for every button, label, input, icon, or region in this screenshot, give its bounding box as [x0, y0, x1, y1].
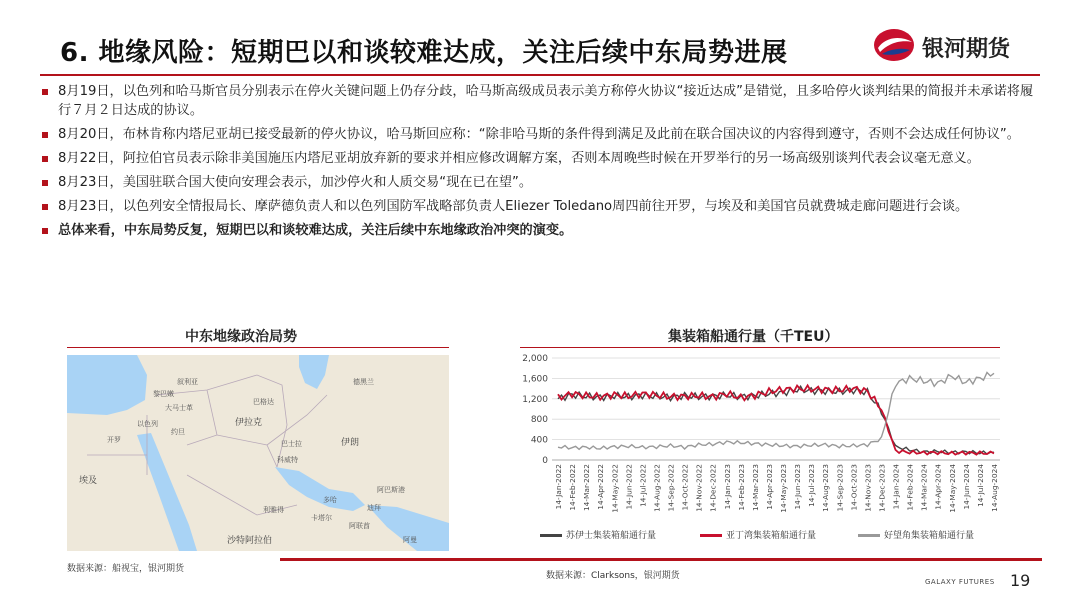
page-number: 19: [1010, 571, 1031, 590]
series-line: [558, 373, 994, 450]
x-tick-label: 14-Aug-2024: [990, 464, 999, 512]
x-tick-label: 14-Jun-2022: [624, 464, 634, 510]
x-tick-label: 14-Jul-2023: [807, 464, 817, 507]
map-label: 巴格达: [253, 398, 274, 406]
map-label: 迪拜: [367, 504, 381, 512]
legend-item: [540, 528, 656, 541]
x-tick-label: 14-Feb-2022: [568, 464, 578, 511]
x-tick-label: 14-Feb-2024: [905, 464, 915, 511]
x-tick-label: 14-Sep-2022: [666, 464, 676, 512]
summary-bullet: 总体来看，中东局势反复，短期巴以和谈较难达成，关注后续中东地缘政治冲突的演变。: [40, 221, 1040, 240]
x-tick-label: 14-Oct-2023: [849, 464, 859, 511]
y-tick-label: 1,600: [522, 374, 548, 385]
x-tick-label: 14-Sep-2023: [835, 464, 845, 512]
x-tick-label: 14-Dec-2023: [877, 464, 887, 512]
map-label: 埃及: [79, 476, 98, 486]
brand-logo: [872, 26, 1042, 66]
map-label: 沙特阿拉伯: [227, 536, 273, 546]
y-tick-label: 400: [530, 435, 548, 446]
chart-source: 数据来源：Clarksons，银河期货: [546, 571, 680, 581]
x-tick-label: 14-Jan-2023: [722, 464, 732, 510]
x-tick-label: 14-Feb-2023: [736, 464, 746, 511]
map-label: 以色列: [137, 420, 158, 428]
galaxy-logo-icon: [872, 26, 916, 64]
y-tick-label: 800: [530, 415, 548, 426]
chart-legend: [540, 528, 1040, 542]
y-tick-label: 2,000: [522, 354, 548, 364]
x-tick-label: 14-Nov-2023: [863, 464, 873, 512]
x-tick-label: 14-Mar-2024: [919, 464, 929, 512]
x-tick-label: 14-Aug-2023: [821, 464, 831, 512]
bullet-item: 8月20日，布林肯称内塔尼亚胡已接受最新的停火协议，哈马斯回应称：“除非哈马斯的条件得到满足及此前在联合国决议的内容得到遵守，否则不会达成任何协议”。: [40, 125, 1040, 144]
legend-swatch: [858, 534, 880, 537]
y-tick-label: 1,200: [522, 394, 548, 405]
x-tick-label: 14-Jun-2024: [961, 464, 971, 510]
map-source: 数据来源：船视宝，银河期货: [67, 564, 185, 574]
x-tick-label: 14-Dec-2022: [708, 464, 718, 512]
map-label: 叙利亚: [177, 378, 198, 386]
brand-name: 银河期货: [922, 37, 1011, 62]
x-tick-label: 14-Apr-2023: [764, 464, 774, 510]
container-transit-chart: [510, 350, 1010, 540]
x-tick-label: 14-Jan-2022: [554, 464, 563, 510]
map-label: 伊朗: [341, 438, 360, 448]
map-label: 德黑兰: [353, 378, 374, 386]
x-tick-label: 14-Nov-2022: [694, 464, 704, 512]
x-tick-label: 14-Apr-2024: [933, 464, 943, 510]
x-tick-label: 14-Mar-2022: [582, 464, 592, 512]
map-label: 伊拉克: [235, 418, 263, 428]
x-tick-label: 14-May-2024: [947, 464, 957, 513]
legend-item: [858, 528, 974, 541]
y-tick-label: 0: [542, 456, 548, 466]
map-label: 阿曼: [403, 536, 417, 544]
x-tick-label: 14-Aug-2022: [652, 464, 662, 512]
map-label: 利雅得: [263, 506, 284, 514]
x-tick-label: 14-Jul-2024: [975, 464, 985, 507]
x-tick-label: 14-May-2022: [610, 464, 620, 513]
page-title: 6. 地缘风险：短期巴以和谈较难达成，关注后续中东局势进展: [60, 38, 788, 68]
x-tick-label: 14-Mar-2023: [750, 464, 760, 512]
bullet-list: [40, 82, 1040, 245]
map-label: 科威特: [277, 456, 298, 464]
map-graphic: [67, 355, 449, 551]
footer-brand: GALAXY FUTURES: [925, 578, 995, 586]
map-label: 巴士拉: [281, 440, 302, 448]
footer-bar: [280, 558, 1042, 561]
legend-label: 好望角集装箱船通行量: [884, 531, 975, 541]
map-title-rule: [67, 347, 449, 348]
bullet-item: 8月23日，以色列安全情报局长、摩萨德负责人和以色列国防军战略部负责人Eliezer Toledano周四前往开罗，与埃及和美国官员就费城走廊问题进行会谈。: [40, 197, 1040, 216]
chart-title-rule: [520, 347, 1000, 348]
map-label: 阿联酋: [349, 522, 370, 530]
title-divider: [40, 74, 1040, 76]
map-label: 卡塔尔: [311, 514, 332, 522]
map-label: 大马士革: [165, 404, 193, 412]
x-tick-label: 14-Jan-2024: [891, 464, 901, 510]
map-label: 黎巴嫩: [153, 390, 174, 398]
legend-swatch: [700, 534, 722, 537]
x-tick-label: 14-Jun-2023: [793, 464, 803, 510]
x-tick-label: 14-Jul-2022: [638, 464, 648, 507]
legend-label: 苏伊士集装箱船通行量: [566, 531, 657, 541]
map-label: 约旦: [171, 428, 185, 436]
legend-item: [700, 528, 816, 541]
chart-title: 集装箱船通行量（千TEU）: [668, 329, 839, 345]
map-label: 阿巴斯港: [377, 486, 405, 494]
map-label: 开罗: [107, 436, 121, 444]
middle-east-map: [67, 355, 449, 551]
x-tick-label: 14-Apr-2022: [596, 464, 606, 510]
legend-swatch: [540, 534, 562, 537]
bullet-item: 8月23日，美国驻联合国大使向安理会表示，加沙停火和人质交易“现在已在望”。: [40, 173, 1040, 192]
bullet-item: 8月22日，阿拉伯官员表示除非美国施压内塔尼亚胡放弃新的要求并相应修改调解方案，否则本周晚些时候在开罗举行的另一场高级别谈判代表会议毫无意义。: [40, 149, 1040, 168]
map-label: 多哈: [323, 496, 337, 504]
map-title: 中东地缘政治局势: [185, 329, 297, 345]
legend-label: 亚丁湾集装箱船通行量: [726, 531, 817, 541]
x-tick-label: 14-Oct-2022: [680, 464, 690, 511]
x-tick-label: 14-May-2023: [779, 464, 789, 513]
bullet-item: 8月19日，以色列和哈马斯官员分别表示在停火关键问题上仍存分歧，哈马斯高级成员表示美方称停火协议“接近达成”是错觉，且多哈停火谈判结果的简报并未承诺将履行７月２日达成的协议。: [40, 82, 1040, 120]
